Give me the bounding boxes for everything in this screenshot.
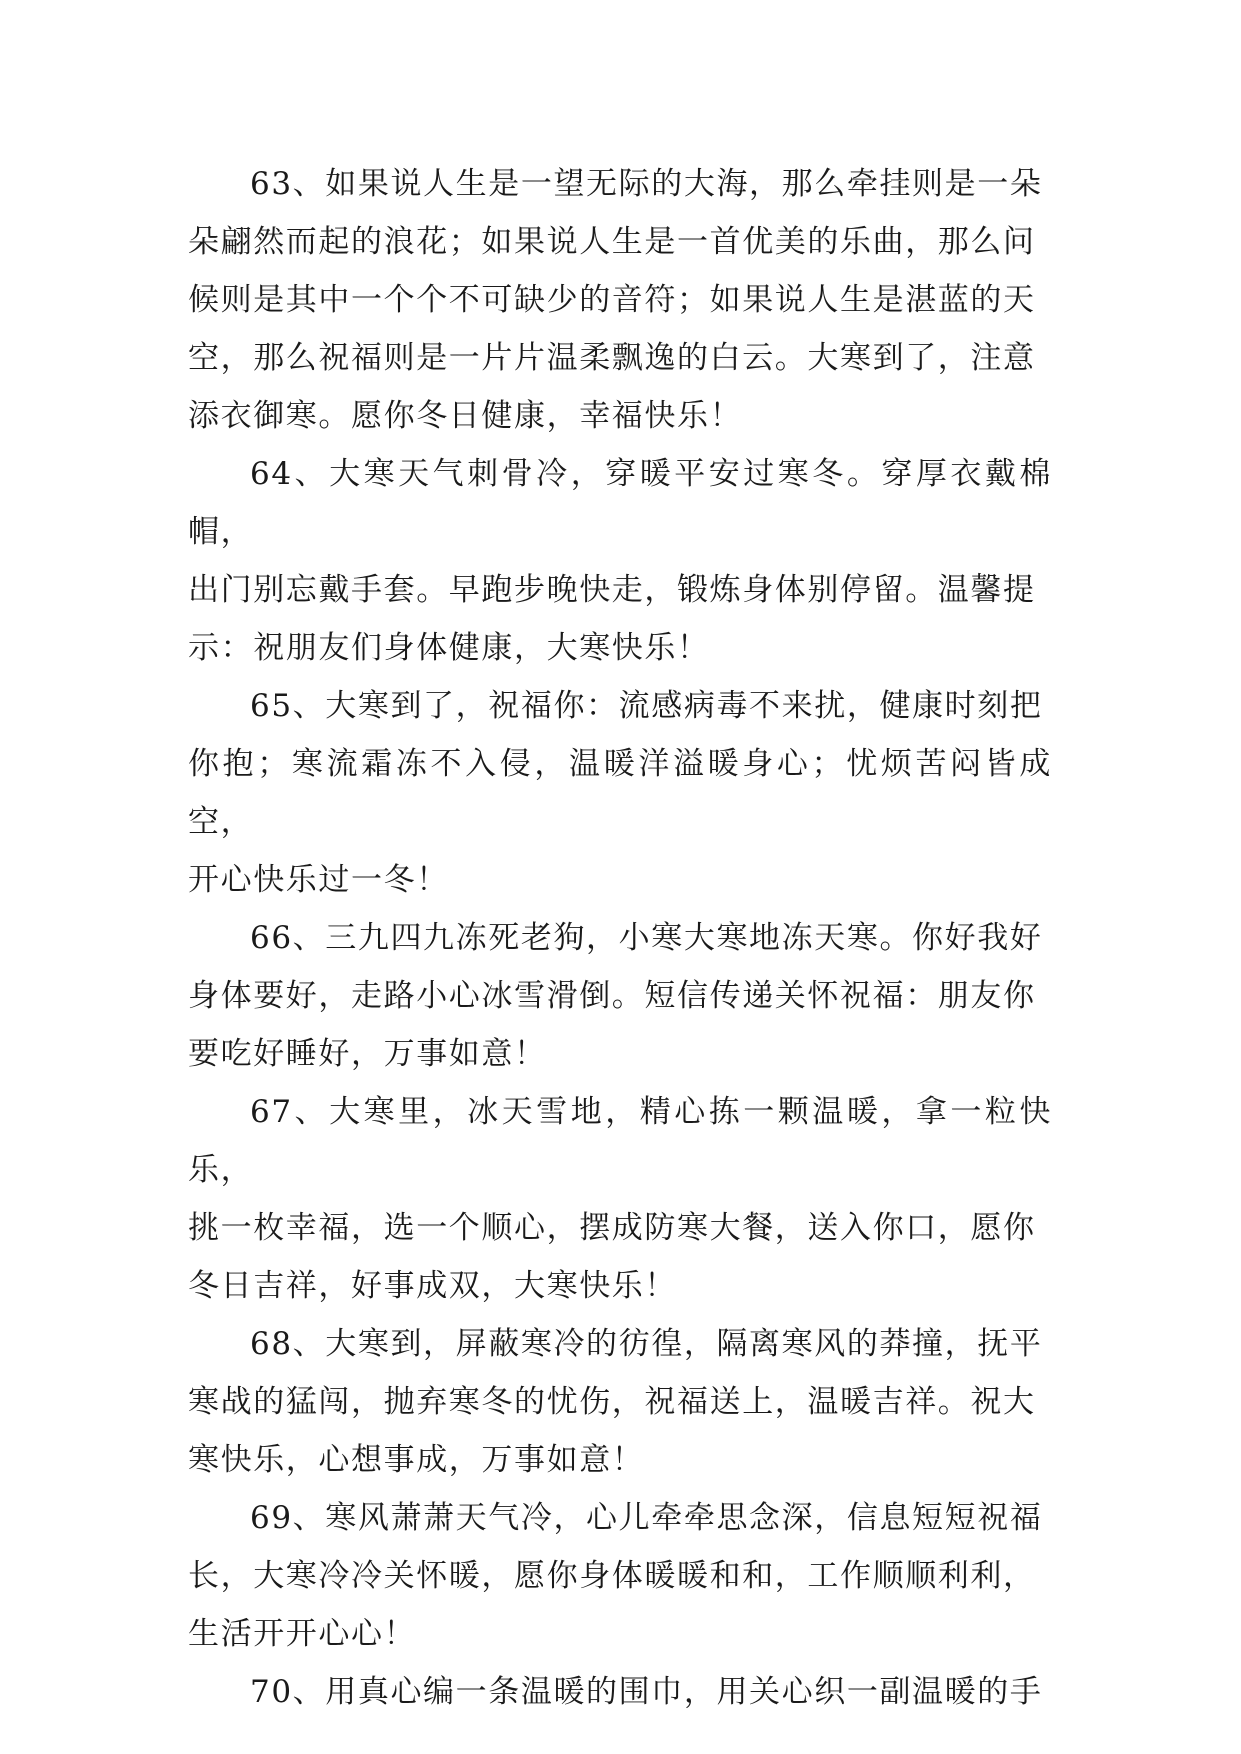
- paragraph-67: 67、大寒里，冰天雪地，精心拣一颗温暖，拿一粒快乐， 挑一枚幸福，选一个顺心，摆成防寒大餐，送入你口，愿你 冬日吉祥，好事成双，大寒快乐！: [188, 1094, 1052, 1304]
- paragraph-66: 66、三九四九冻死老狗，小寒大寒地冻天寒。你好我好 身体要好，走路小心冰雪滑倒。短信传递关怀祝福：朋友你 要吃好睡好，万事如意！: [188, 920, 1043, 1072]
- document-body: [188, 155, 1052, 1721]
- paragraph-70: 70、用真心编一条温暖的围巾，用关心织一副温暖的手: [250, 1674, 1043, 1710]
- paragraph-64: 64、大寒天气刺骨冷，穿暖平安过寒冬。穿厚衣戴棉帽， 出门别忘戴手套。早跑步晚快走，锻炼身体别停留。温馨提 示：祝朋友们身体健康，大寒快乐！: [188, 456, 1052, 666]
- paragraph-68: 68、大寒到，屏蔽寒冷的彷徨，隔离寒风的莽撞，抚平 寒战的猛闯，抛弃寒冬的忧伤，祝福送上，温暖吉祥。祝大 寒快乐，心想事成，万事如意！: [188, 1326, 1043, 1478]
- paragraph-69: 69、寒风萧萧天气冷，心儿牵牵思念深，信息短短祝福 长，大寒冷冷关怀暖，愿你身体暖暖和和，工作顺顺利利， 生活开开心心！: [188, 1500, 1043, 1652]
- paragraph-65: 65、大寒到了，祝福你：流感病毒不来扰，健康时刻把 你抱；寒流霜冻不入侵，温暖洋溢暖身心；忧烦苦闷皆成空， 开心快乐过一冬！: [188, 688, 1052, 898]
- paragraph-63: 63、如果说人生是一望无际的大海，那么牵挂则是一朵 朵翩然而起的浪花；如果说人生是一首优美的乐曲，那么问 候则是其中一个个不可缺少的音符；如果说人生是湛蓝的天 空，那么祝福则是一片片温柔飘逸的白云。大寒到了，注意 添衣御寒。愿你冬日健康，幸福快乐！: [188, 166, 1043, 434]
